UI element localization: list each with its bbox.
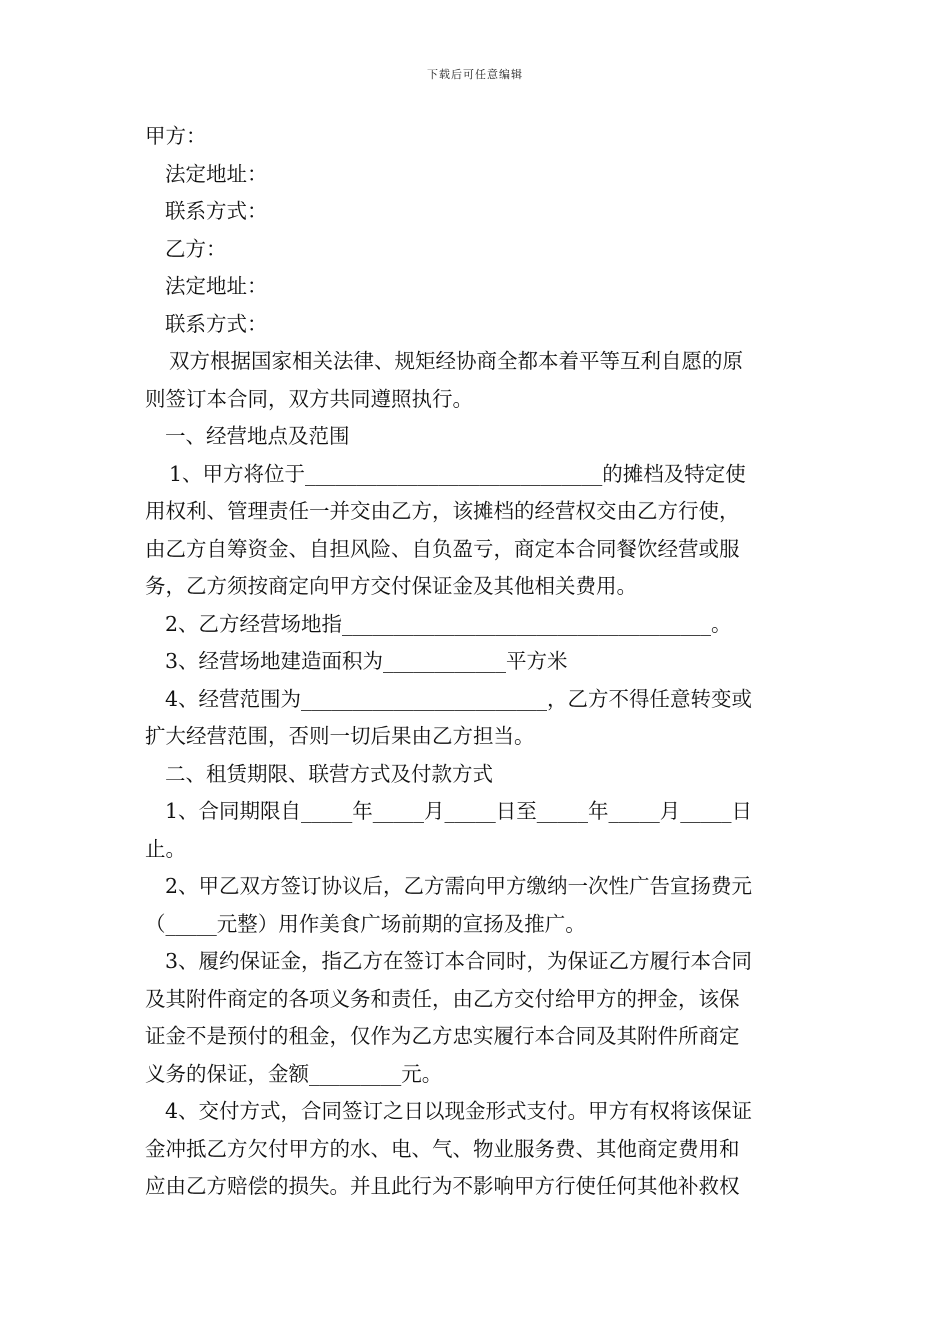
paragraph-line: 应由乙方赔偿的损失。并且此行为不影响甲方行使任何其他补救权 [145,1174,740,1198]
party-b-contact: 联系方式： [165,311,268,336]
paragraph-line: 则签订本合同，双方共同遵照执行。 [145,386,473,411]
section1-item2: 2、乙方经营场地指____________________________________。 [165,611,732,636]
paragraph-line: 金冲抵乙方欠付甲方的水、电、气、物业服务费、其他商定费用和 [145,1136,740,1161]
paragraph-line: 止。 [145,836,186,861]
section2-item2 [145,868,810,943]
section1-item4 [145,681,810,756]
paragraph-line: 1、合同期限自_____年_____月_____日至_____年_____月_____日 [165,799,753,823]
paragraph-line: 证金不是预付的租金，仅作为乙方忠实履行本合同及其附件所商定 [145,1024,740,1048]
party-a-contact: 联系方式： [165,199,268,223]
paragraph-line: 2、甲乙双方签订协议后，乙方需向甲方缴纳一次性广告宣扬费元 [165,874,753,898]
section2-item1 [145,793,810,868]
party-a-label: 甲方： [145,124,207,148]
section2-item4 [145,1093,810,1206]
section1-item3: 3、经营场地建造面积为____________平方米 [165,649,568,673]
section1-item1 [145,456,810,606]
party-a-address: 法定地址： [165,161,268,186]
section1-title: 一、经营地点及范围 [165,424,350,448]
contract-body [145,118,810,1206]
paragraph-line: 务，乙方须按商定向甲方交付保证金及其他相关费用。 [145,574,637,598]
paragraph-line: 由乙方自筹资金、自担风险、自负盈亏，商定本合同餐饮经营或服 [145,536,740,561]
paragraph-line: 4、交付方式，合同签订之日以现金形式支付。甲方有权将该保证 [165,1099,753,1123]
party-b-address: 法定地址： [165,274,268,298]
paragraph-line: 用权利、管理责任一并交由乙方，该摊档的经营权交由乙方行使， [145,499,740,523]
party-b-label: 乙方： [165,236,227,261]
paragraph-line: 4、经营范围为________________________，乙方不得任意转变或 [165,686,753,711]
paragraph-line: 1、甲方将位于_____________________________的摊档及特定使 [169,461,746,486]
paragraph-line: 义务的保证，金额_________元。 [145,1061,443,1086]
section2-item3 [145,943,810,1093]
paragraph-line: （_____元整）用作美食广场前期的宣扬及推广。 [145,911,586,936]
paragraph-line: 3、履约保证金，指乙方在签订本合同时，为保证乙方履行本合同 [165,949,753,973]
paragraph-line: 扩大经营范围，否则一切后果由乙方担当。 [145,724,535,748]
paragraph-line: 双方根据国家相关法律、规矩经协商全都本着平等互利自愿的原 [169,349,743,373]
paragraph-line: 及其附件商定的各项义务和责任，由乙方交付给甲方的押金，该保 [145,986,740,1011]
page-header: 下载后可任意编辑 [427,68,523,81]
section2-title: 二、租赁期限、联营方式及付款方式 [165,761,493,786]
preamble-paragraph [145,343,810,418]
